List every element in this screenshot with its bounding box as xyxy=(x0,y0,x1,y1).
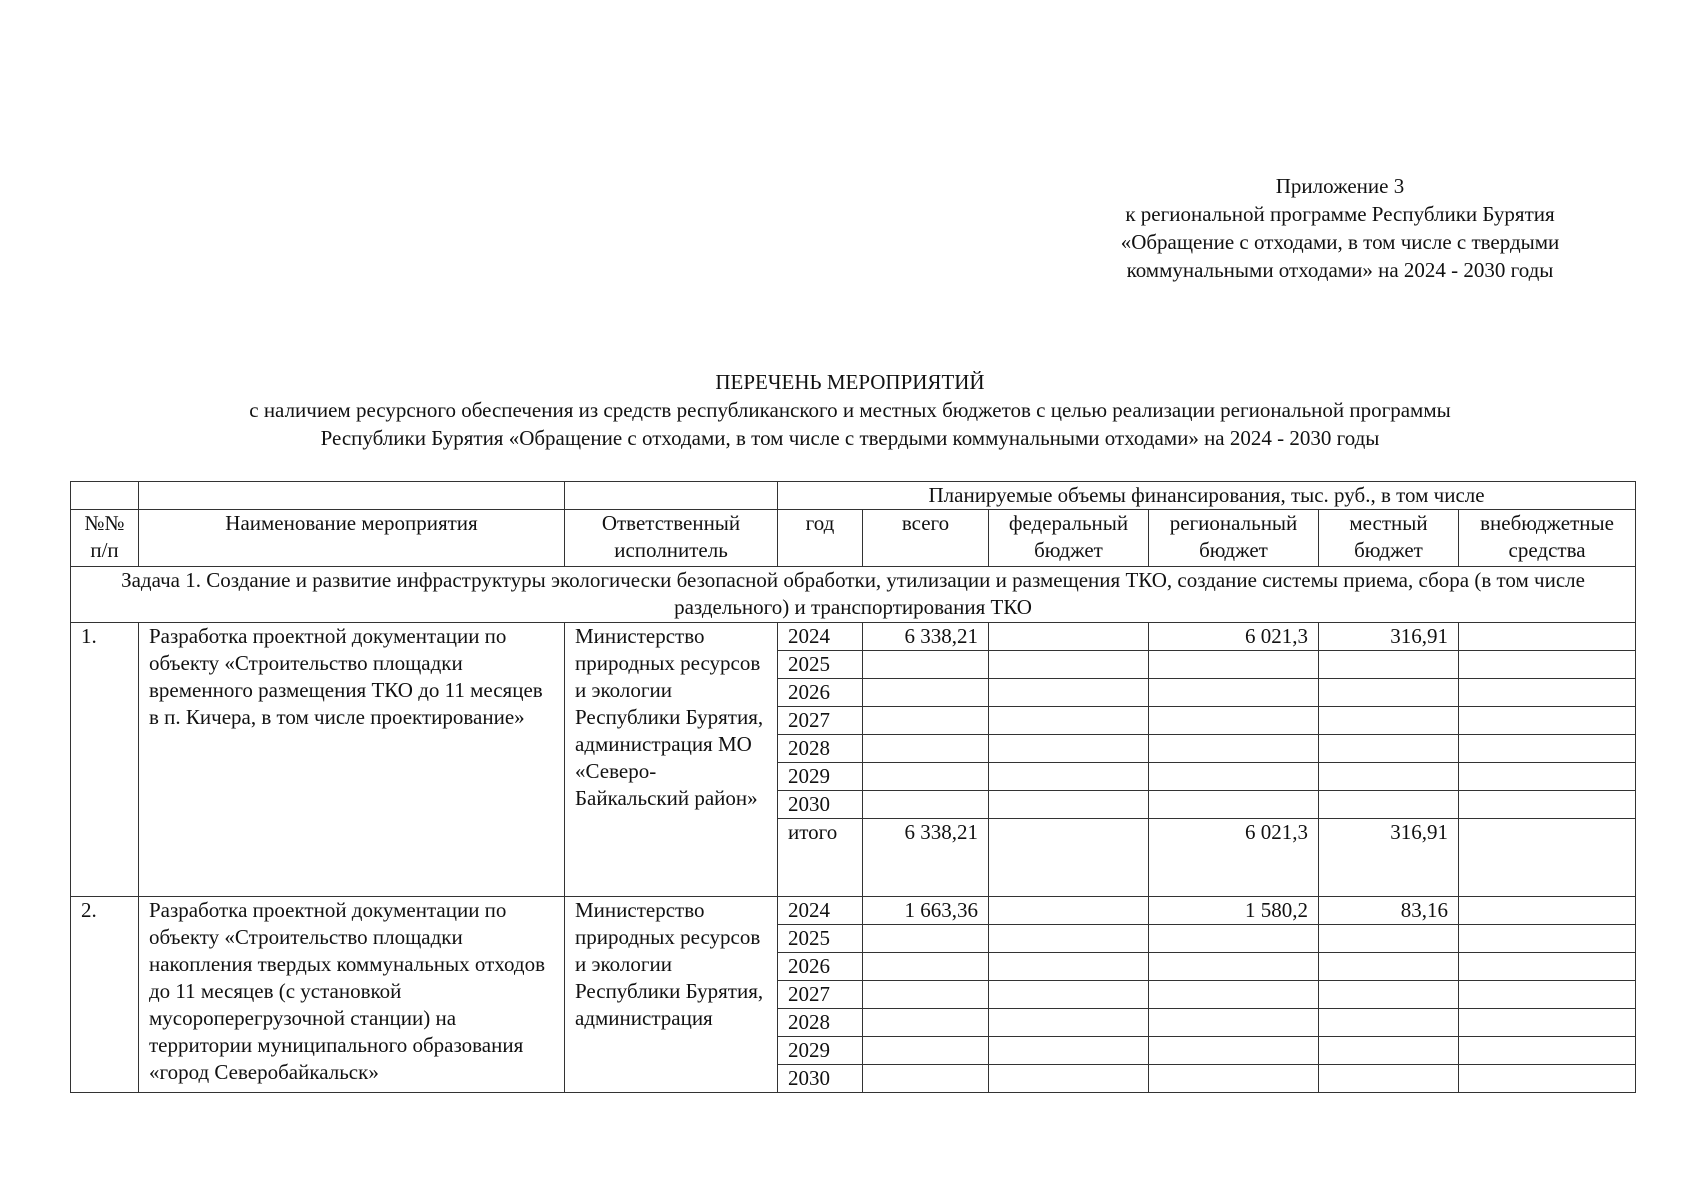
regional-cell xyxy=(1149,651,1319,679)
extra-cell xyxy=(1459,651,1636,679)
regional-cell: 1 580,2 xyxy=(1149,897,1319,925)
header-blank-name xyxy=(139,482,565,510)
header-row-2 xyxy=(71,510,1636,567)
local-cell xyxy=(1319,707,1459,735)
total-cell: 6 338,21 xyxy=(863,623,989,651)
title-line-3: Республики Бурятия «Обращение с отходами, в том числе с твердыми коммунальными отходами» на 2024 - 2030 годы xyxy=(320,426,1380,450)
federal-cell xyxy=(989,735,1149,763)
title-line-2: с наличием ресурсного обеспечения из средств республиканского и местных бюджетов с целью реализации региональной программы xyxy=(249,398,1451,422)
regional-cell xyxy=(1149,981,1319,1009)
total-cell xyxy=(863,791,989,819)
regional-cell xyxy=(1149,1009,1319,1037)
federal-cell xyxy=(989,1065,1149,1093)
extra-cell xyxy=(1459,819,1636,897)
regional-cell xyxy=(1149,1065,1319,1093)
local-cell xyxy=(1319,763,1459,791)
header-funding: Планируемые объемы финансирования, тыс. руб., в том числе xyxy=(778,482,1636,510)
total-cell xyxy=(863,679,989,707)
year-cell: 2029 xyxy=(778,763,863,791)
local-cell xyxy=(1319,651,1459,679)
extra-cell xyxy=(1459,763,1636,791)
appendix-line-1: Приложение 3 xyxy=(1275,174,1405,198)
extra-cell xyxy=(1459,1037,1636,1065)
extra-cell xyxy=(1459,1065,1636,1093)
total-cell: 1 663,36 xyxy=(863,897,989,925)
federal-cell xyxy=(989,707,1149,735)
local-cell xyxy=(1319,679,1459,707)
federal-cell xyxy=(989,819,1149,897)
extra-cell xyxy=(1459,981,1636,1009)
document-title xyxy=(70,368,1630,452)
header-year: год xyxy=(778,510,863,567)
regional-cell xyxy=(1149,679,1319,707)
regional-cell: 6 021,3 xyxy=(1149,819,1319,897)
total-cell xyxy=(863,925,989,953)
measure-executor: Министерство природных ресурсов и экологии Республики Бурятия, администрация МО «Северо-Байкальский район» xyxy=(565,623,778,897)
year-row xyxy=(71,623,1636,651)
year-cell: итого xyxy=(778,819,863,897)
header-executor: Ответственный исполнитель xyxy=(565,510,778,567)
task-row xyxy=(71,567,1636,623)
regional-cell xyxy=(1149,925,1319,953)
year-cell: 2026 xyxy=(778,953,863,981)
local-cell xyxy=(1319,953,1459,981)
local-cell xyxy=(1319,1065,1459,1093)
federal-cell xyxy=(989,1009,1149,1037)
extra-cell xyxy=(1459,791,1636,819)
local-cell xyxy=(1319,735,1459,763)
year-cell: 2030 xyxy=(778,791,863,819)
header-total: всего xyxy=(863,510,989,567)
measure-executor: Министерство природных ресурсов и экологии Республики Бурятия, администрация xyxy=(565,897,778,1093)
regional-cell xyxy=(1149,763,1319,791)
local-cell xyxy=(1319,981,1459,1009)
local-cell xyxy=(1319,925,1459,953)
year-cell: 2027 xyxy=(778,707,863,735)
extra-cell xyxy=(1459,925,1636,953)
federal-cell xyxy=(989,981,1149,1009)
extra-cell xyxy=(1459,897,1636,925)
appendix-line-4: коммунальными отходами» на 2024 - 2030 годы xyxy=(1126,258,1554,282)
total-cell xyxy=(863,651,989,679)
regional-cell xyxy=(1149,735,1319,763)
local-cell xyxy=(1319,791,1459,819)
federal-cell xyxy=(989,623,1149,651)
year-cell: 2025 xyxy=(778,651,863,679)
measure-number: 1. xyxy=(71,623,139,897)
year-cell: 2024 xyxy=(778,623,863,651)
extra-cell xyxy=(1459,679,1636,707)
extra-cell xyxy=(1459,1009,1636,1037)
year-row xyxy=(71,897,1636,925)
appendix-line-3: «Обращение с отходами, в том числе с твердыми xyxy=(1120,230,1560,254)
total-cell xyxy=(863,981,989,1009)
year-cell: 2025 xyxy=(778,925,863,953)
year-cell: 2028 xyxy=(778,1009,863,1037)
total-cell xyxy=(863,763,989,791)
regional-cell xyxy=(1149,1037,1319,1065)
regional-cell xyxy=(1149,791,1319,819)
header-local: местный бюджет xyxy=(1319,510,1459,567)
year-cell: 2028 xyxy=(778,735,863,763)
regional-cell xyxy=(1149,953,1319,981)
extra-cell xyxy=(1459,953,1636,981)
local-cell: 316,91 xyxy=(1319,819,1459,897)
federal-cell xyxy=(989,897,1149,925)
federal-cell xyxy=(989,763,1149,791)
federal-cell xyxy=(989,679,1149,707)
measure-name: Разработка проектной документации по объекту «Строительство площадки временного размещения ТКО до 11 месяцев в п. Кичера, в том числе проектирование» xyxy=(139,623,565,897)
header-name: Наименование мероприятия xyxy=(139,510,565,567)
extra-cell xyxy=(1459,623,1636,651)
header-blank-executor xyxy=(565,482,778,510)
year-cell: 2024 xyxy=(778,897,863,925)
task-1-title: Задача 1. Создание и развитие инфраструктуры экологически безопасной обработки, утилизации и размещения ТКО, создание системы приема, сбора (в том числе раздельного) и транспортирования ТКО xyxy=(71,567,1636,623)
year-cell: 2029 xyxy=(778,1037,863,1065)
header-blank-num xyxy=(71,482,139,510)
federal-cell xyxy=(989,925,1149,953)
total-cell: 6 338,21 xyxy=(863,819,989,897)
regional-cell xyxy=(1149,707,1319,735)
year-cell: 2026 xyxy=(778,679,863,707)
extra-cell xyxy=(1459,707,1636,735)
federal-cell xyxy=(989,953,1149,981)
measure-name: Разработка проектной документации по объекту «Строительство площадки накопления твердых коммунальных отходов до 11 месяцев (с установкой мусороперегрузочной станции) на территории муниципального образования «город Северобайкальск» xyxy=(139,897,565,1093)
measure-number: 2. xyxy=(71,897,139,1093)
total-cell xyxy=(863,707,989,735)
total-cell xyxy=(863,1065,989,1093)
header-num: №№ п/п xyxy=(71,510,139,567)
year-cell: 2027 xyxy=(778,981,863,1009)
local-cell xyxy=(1319,1037,1459,1065)
federal-cell xyxy=(989,791,1149,819)
total-cell xyxy=(863,953,989,981)
federal-cell xyxy=(989,651,1149,679)
header-federal: федеральный бюджет xyxy=(989,510,1149,567)
regional-cell: 6 021,3 xyxy=(1149,623,1319,651)
local-cell: 83,16 xyxy=(1319,897,1459,925)
total-cell xyxy=(863,1037,989,1065)
federal-cell xyxy=(989,1037,1149,1065)
local-cell xyxy=(1319,1009,1459,1037)
header-extra: внебюджетные средства xyxy=(1459,510,1636,567)
appendix-line-2: к региональной программе Республики Бурятия xyxy=(1125,202,1555,226)
header-row-1 xyxy=(71,482,1636,510)
total-cell xyxy=(863,735,989,763)
measures-table xyxy=(70,481,1636,1093)
year-cell: 2030 xyxy=(778,1065,863,1093)
title-line-1: ПЕРЕЧЕНЬ МЕРОПРИЯТИЙ xyxy=(715,370,985,394)
local-cell: 316,91 xyxy=(1319,623,1459,651)
appendix-header xyxy=(1060,172,1620,284)
extra-cell xyxy=(1459,735,1636,763)
total-cell xyxy=(863,1009,989,1037)
header-regional: региональный бюджет xyxy=(1149,510,1319,567)
